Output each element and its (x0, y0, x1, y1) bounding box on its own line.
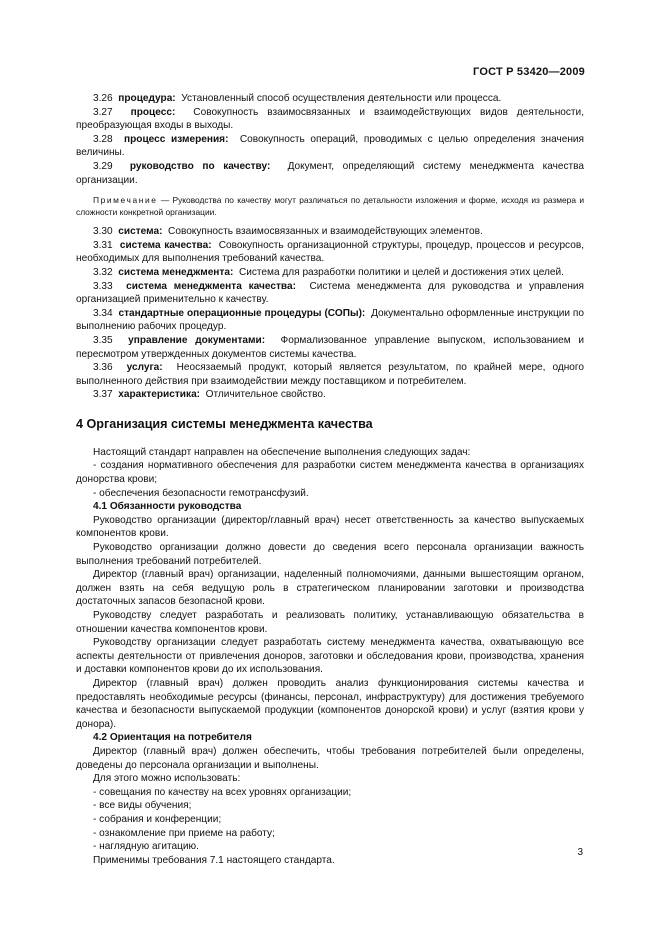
note-paragraph: Примечание — Руководства по качеству могут различаться по детальности изложения и форме, исходя из размера и сложности конкретной организации. (76, 195, 584, 218)
page-content (76, 92, 584, 867)
definition-3-36: 3.36 услуга: Неосязаемый продукт, который является результатом, по крайней мере, одного выполненного действия при взаимодействии между поставщиком и потребителем. (76, 362, 584, 387)
paragraph: Директор (главный врач) должен проводить анализ функционирования системы качества и предоставлять необходимые ресурсы (финансы, персонал, инфраструктуру) для достижения требуемого качества и безопасности выпускаемой продукции (компонентов донорской крови) и услуг (взятия крови у донора). (76, 677, 584, 730)
list-item: - ознакомление при приеме на работу; (93, 827, 275, 839)
section-4-intro: Настоящий стандарт направлен на обеспечение выполнения следующих задач: (93, 446, 471, 458)
subsection-4-1-heading: 4.1 Обязанности руководства (93, 501, 242, 513)
paragraph: Руководство организации должно довести до сведения всего персонала организации важность выполнения требований потребителей. (76, 542, 584, 567)
list-item: - наглядную агитацию. (93, 841, 199, 853)
paragraph: Директор (главный врач) должен обеспечить, чтобы требования потребителей были определены, доведены до персонала организации и выполнены. (76, 745, 584, 771)
note-label: Примечание (93, 195, 158, 206)
task-item: - обеспечения безопасности гемотрансфузий. (93, 487, 309, 499)
definition-3-32: 3.32 система менеджмента: Система для разработки политики и целей и достижения этих целей. (93, 266, 564, 278)
definition-3-34: 3.34 стандартные операционные процедуры (СОПы): Документально оформленные инструкции по выполнению рабочих процедур. (76, 307, 584, 333)
definition-3-37: 3.37 характеристика: Отличительное свойство. (93, 389, 326, 401)
paragraph: Для этого можно использовать: (93, 773, 241, 785)
definition-3-35: 3.35 управление документами: Формализованное управление выпуском, использованием и пересмотром утвержденных документов системы качества. (76, 334, 585, 360)
definition-3-26: 3.26 процедура: Установленный способ осуществления деятельности или процесса. (93, 93, 502, 104)
paragraph: Руководство организации (директор/главный врач) несет ответственность за качество выпускаемых компонентов крови. (76, 514, 584, 540)
task-item: - создания нормативного обеспечения для разработки систем менеджмента качества в организациях донорства крови; (76, 460, 584, 486)
section-4-heading: 4 Организация системы менеджмента качества (76, 416, 373, 431)
closing-paragraph: Применимы требования 7.1 настоящего стандарта. (93, 854, 335, 866)
definition-3-31: 3.31 система качества: Совокупность организационной структуры, процедур, процессов и ресурсов, необходимых для выполнения требований качества. (76, 239, 585, 265)
page-number: 3 (577, 847, 583, 858)
list-item: - все виды обучения; (93, 800, 192, 812)
definition-3-28: 3.28 процесс измерения: Совокупность операций, проводимых с целью определения значения величины. (76, 133, 585, 159)
list-item: - собрания и конференции; (93, 813, 222, 825)
list-item: - совещания по качеству на всех уровнях организации; (93, 786, 352, 798)
document-id-header: ГОСТ Р 53420—2009 (473, 66, 585, 78)
definition-3-27: 3.27 процесс: Совокупность взаимосвязанных и взаимодействующих видов деятельности, преобразующая входы в выходы. (76, 106, 585, 132)
paragraph: Руководству следует разработать и реализовать политику, устанавливающую обязательства в отношении качества компонентов крови. (76, 610, 584, 635)
subsection-4-2-heading: 4.2 Ориентация на потребителя (93, 732, 252, 744)
definition-3-30: 3.30 система: Совокупность взаимосвязанных и взаимодействующих элементов. (93, 226, 483, 238)
paragraph: Директор (главный врач) организации, наделенный полномочиями, данными вышестоящим органом, должен взять на себя ведущую роль в стратегическом планировании заготовки и производства достаточных запасов безопасной крови. (76, 569, 584, 608)
definition-3-33: 3.33 система менеджмента качества: Система менеджмента для руководства и управления организацией применительно к качеству. (76, 280, 584, 306)
definition-3-29: 3.29 руководство по качеству: Документ, определяющий систему менеджмента качества организации. (76, 160, 585, 186)
paragraph: Руководству организации следует разработать систему менеджмента качества, охватывающую все аспекты деятельности от привлечения доноров, заготовки и обследования крови, производства, хранения и доставки компонентов крови до их использования. (76, 637, 584, 676)
